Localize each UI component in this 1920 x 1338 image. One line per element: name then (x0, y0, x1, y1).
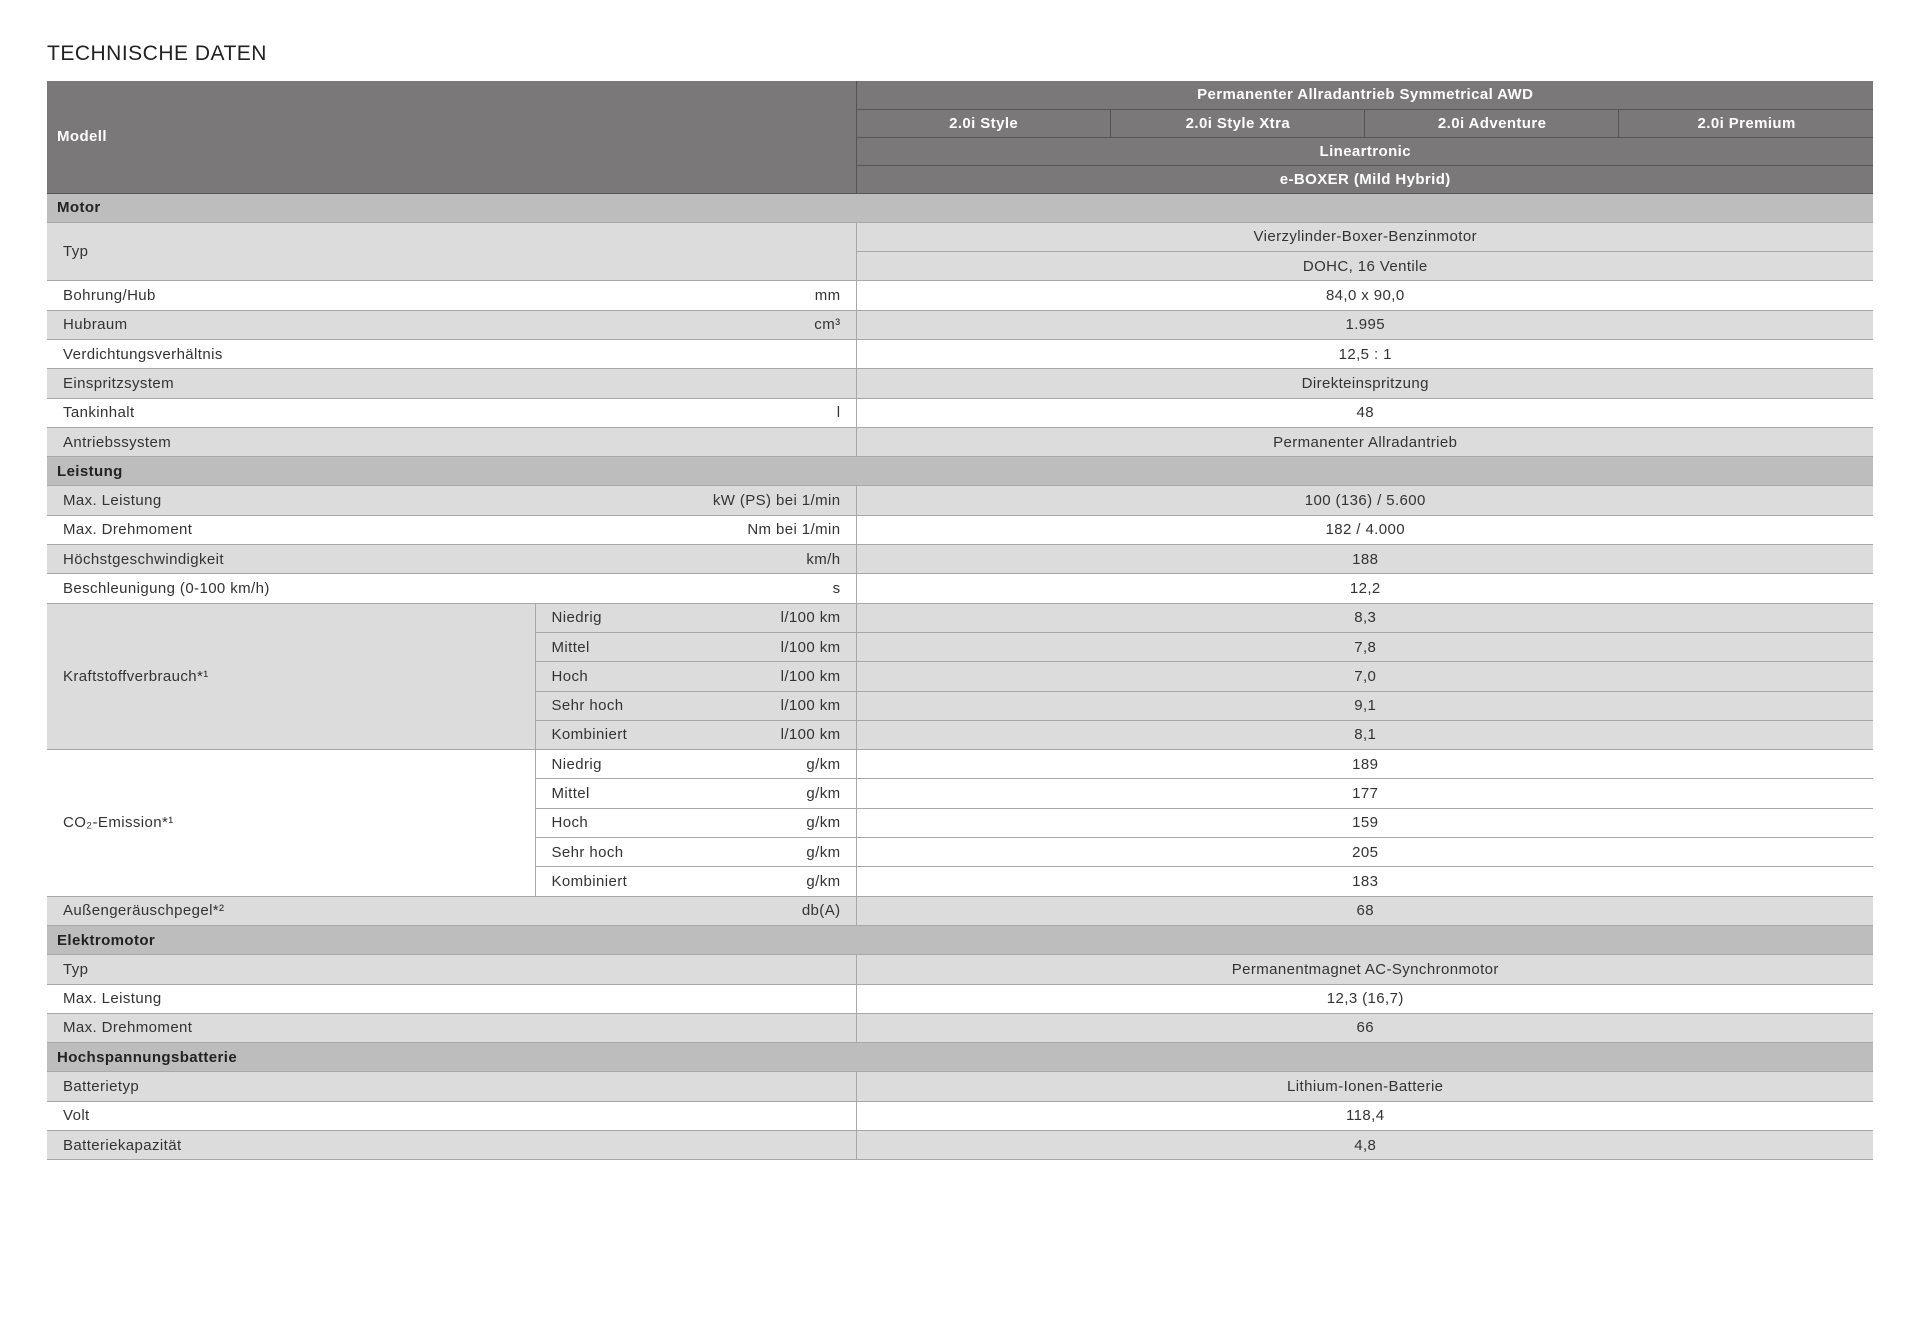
row-value: 48 (856, 398, 1873, 427)
row-label: Volt (63, 1107, 90, 1125)
table-row (47, 222, 1873, 251)
row-unit: l/100 km (780, 726, 841, 744)
row-unit: g/km (806, 843, 841, 861)
sub-label-cell (535, 838, 856, 867)
row-unit: l (836, 404, 841, 422)
section-header (47, 457, 1873, 486)
row-value: 12,3 (16,7) (856, 984, 1873, 1013)
row-value: 66 (856, 1013, 1873, 1042)
row-unit: kW (PS) bei 1/min (712, 492, 841, 510)
row-value: Direkteinspritzung (856, 369, 1873, 398)
sub-label-cell (535, 750, 856, 779)
row-label: Batteriekapazität (63, 1136, 182, 1154)
table-row (47, 369, 1873, 398)
table-row (47, 1072, 1873, 1101)
section-title: Motor (47, 193, 1873, 222)
row-label-cell (47, 486, 856, 515)
row-value: 9,1 (856, 691, 1873, 720)
model-premium: 2.0i Premium (1619, 109, 1873, 137)
row-label: Niedrig (551, 609, 602, 627)
row-label: Sehr hoch (551, 697, 624, 715)
row-label-cell (47, 896, 856, 925)
row-label: Höchstgeschwindigkeit (63, 550, 224, 568)
row-value: 1.995 (856, 310, 1873, 339)
row-unit: cm³ (814, 316, 841, 334)
row-value: 12,2 (856, 574, 1873, 603)
table-row (47, 955, 1873, 984)
row-label: Max. Leistung (63, 990, 162, 1008)
row-label: Hoch (551, 667, 589, 685)
row-label: Außengeräuschpegel*² (63, 902, 225, 920)
row-unit: g/km (806, 872, 841, 890)
section-header (47, 1043, 1873, 1072)
row-label-cell (47, 574, 856, 603)
row-label-cell (47, 1131, 856, 1160)
table-row (47, 896, 1873, 925)
table-row (47, 310, 1873, 339)
row-value: 177 (856, 779, 1873, 808)
row-label: Kombiniert (551, 872, 628, 890)
drive-header: Permanenter Allradantrieb Symmetrical AWD (856, 81, 1873, 109)
row-value: 68 (856, 896, 1873, 925)
section-header (47, 925, 1873, 954)
row-unit: g/km (806, 755, 841, 773)
model-header: Modell (47, 81, 856, 193)
model-adventure: 2.0i Adventure (1365, 109, 1619, 137)
table-row (47, 281, 1873, 310)
table-row (47, 750, 1873, 779)
row-label: Sehr hoch (551, 843, 624, 861)
row-label: Niedrig (551, 755, 602, 773)
row-value: 84,0 x 90,0 (856, 281, 1873, 310)
row-label-cell (47, 1072, 856, 1101)
table-row (47, 1101, 1873, 1130)
row-value: DOHC, 16 Ventile (856, 252, 1873, 281)
row-label-cell (47, 955, 856, 984)
spec-table (47, 81, 1873, 1160)
row-unit: km/h (806, 550, 841, 568)
row-value: 8,1 (856, 720, 1873, 749)
row-unit: g/km (806, 814, 841, 832)
sub-label-cell (535, 779, 856, 808)
sub-label-cell (535, 603, 856, 632)
sub-label-cell (535, 720, 856, 749)
row-value: 159 (856, 808, 1873, 837)
transmission-header: Lineartronic (856, 137, 1873, 165)
row-label: Tankinhalt (63, 404, 135, 422)
table-row (47, 1013, 1873, 1042)
model-style: 2.0i Style (856, 109, 1110, 137)
table-row (47, 603, 1873, 632)
group-label: CO₂-Emission*¹ (47, 750, 535, 896)
sub-label-cell (535, 691, 856, 720)
row-value: 182 / 4.000 (856, 515, 1873, 544)
row-value: 7,8 (856, 632, 1873, 661)
table-row (47, 339, 1873, 368)
table-row (47, 486, 1873, 515)
row-label: Bohrung/Hub (63, 287, 156, 305)
table-row (47, 515, 1873, 544)
table-row (47, 574, 1873, 603)
row-label-cell (47, 515, 856, 544)
row-unit: l/100 km (780, 667, 841, 685)
row-label: Beschleunigung (0-100 km/h) (63, 580, 270, 597)
row-unit: Nm bei 1/min (747, 521, 841, 539)
row-label-cell (47, 398, 856, 427)
table-row (47, 984, 1873, 1013)
section-title: Leistung (47, 457, 1873, 486)
row-unit: l/100 km (780, 697, 841, 715)
row-label-cell (47, 427, 856, 456)
row-value: Lithium-Ionen-Batterie (856, 1072, 1873, 1101)
row-label: Mittel (551, 785, 590, 803)
row-label: Max. Drehmoment (63, 1019, 193, 1037)
row-label-cell (47, 369, 856, 398)
model-style-xtra: 2.0i Style Xtra (1110, 109, 1364, 137)
row-label: Typ (63, 960, 89, 978)
row-label: Typ (63, 243, 89, 261)
row-label: Batterietyp (63, 1078, 140, 1096)
section-title: Elektromotor (47, 925, 1873, 954)
row-value: 183 (856, 867, 1873, 896)
row-label: Kombiniert (551, 726, 628, 744)
row-value: 205 (856, 838, 1873, 867)
section-header (47, 193, 1873, 222)
row-label: Max. Leistung (63, 492, 162, 510)
row-label: Einspritzsystem (63, 374, 175, 392)
row-value: 4,8 (856, 1131, 1873, 1160)
row-label: Hubraum (63, 316, 128, 334)
row-label: Mittel (551, 638, 590, 656)
table-row (47, 1131, 1873, 1160)
row-unit: s (832, 580, 841, 597)
row-label: Verdichtungsverhältnis (63, 345, 223, 363)
row-label-cell (47, 310, 856, 339)
header-row-drive (47, 81, 1873, 109)
row-value: Permanentmagnet AC-Synchronmotor (856, 955, 1873, 984)
row-label-cell (47, 1101, 856, 1130)
row-value: 12,5 : 1 (856, 339, 1873, 368)
row-unit: l/100 km (780, 609, 841, 627)
row-label: Antriebssystem (63, 433, 172, 451)
section-title: Hochspannungsbatterie (47, 1043, 1873, 1072)
sub-label-cell (535, 662, 856, 691)
row-value: 188 (856, 545, 1873, 574)
row-value: 7,0 (856, 662, 1873, 691)
row-label-cell (47, 281, 856, 310)
row-value: 189 (856, 750, 1873, 779)
row-value: 8,3 (856, 603, 1873, 632)
row-value: Vierzylinder-Boxer-Benzinmotor (856, 222, 1873, 251)
engine-header: e-BOXER (Mild Hybrid) (856, 165, 1873, 193)
table-row (47, 398, 1873, 427)
row-value: 118,4 (856, 1101, 1873, 1130)
group-label: Kraftstoffverbrauch*¹ (47, 603, 535, 749)
row-label-cell (47, 339, 856, 368)
row-label-cell (47, 1013, 856, 1042)
row-label-cell (47, 222, 856, 281)
row-unit: g/km (806, 785, 841, 803)
sub-label-cell (535, 867, 856, 896)
row-unit: db(A) (801, 902, 841, 920)
row-unit: mm (814, 287, 841, 305)
row-label: Hoch (551, 814, 589, 832)
table-row (47, 545, 1873, 574)
row-label: Max. Drehmoment (63, 521, 193, 539)
row-label-cell (47, 984, 856, 1013)
sub-label-cell (535, 632, 856, 661)
row-value: 100 (136) / 5.600 (856, 486, 1873, 515)
row-value: Permanenter Allradantrieb (856, 427, 1873, 456)
table-row (47, 427, 1873, 456)
row-unit: l/100 km (780, 638, 841, 656)
page-title: TECHNISCHE DATEN (47, 42, 267, 65)
row-label-cell (47, 545, 856, 574)
sub-label-cell (535, 808, 856, 837)
